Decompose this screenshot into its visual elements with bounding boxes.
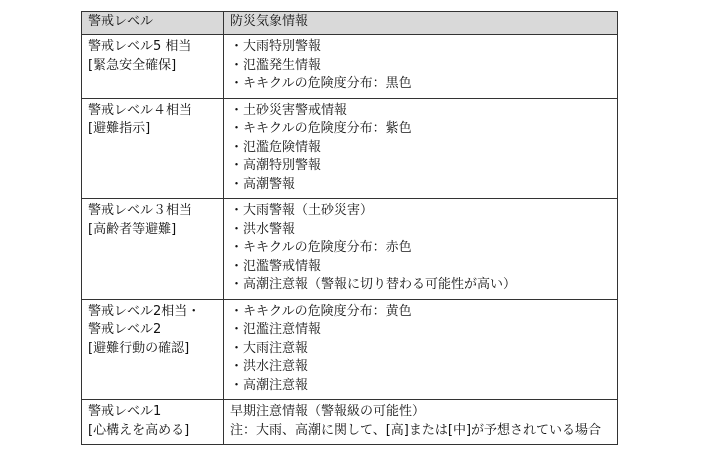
info-item: ・洪水警報 bbox=[230, 221, 296, 237]
info-item: ・大雨注意報 bbox=[230, 340, 309, 356]
info-item: ・大雨警報（土砂災害） bbox=[230, 203, 374, 218]
info-item: ・高潮警報 bbox=[230, 176, 296, 192]
info-note: 注：大雨、高潮に関して、[高]または[中]が予想されている場合 bbox=[230, 422, 602, 438]
level-label: 警戒レベル３相当 bbox=[88, 203, 193, 218]
info-item: ・キキクルの危険度分布：紫色 bbox=[230, 121, 412, 136]
info-item: ・氾濫危険情報 bbox=[230, 139, 322, 155]
info-item: ・洪水注意報 bbox=[230, 359, 309, 374]
level-label: 警戒レベル４相当 bbox=[88, 102, 193, 118]
level-action: [緊急安全確保] bbox=[88, 57, 177, 73]
table-row bbox=[82, 35, 618, 99]
info-item: ・氾濫発生情報 bbox=[230, 57, 322, 73]
info-cell bbox=[224, 400, 618, 445]
info-cell bbox=[224, 98, 618, 199]
info-cell bbox=[224, 299, 618, 400]
level-action: [心構えを高める] bbox=[88, 422, 190, 438]
level-cell bbox=[82, 199, 224, 300]
info-cell bbox=[224, 35, 618, 99]
info-item: ・氾濫注意情報 bbox=[230, 322, 322, 337]
info-item: ・高潮特別警報 bbox=[230, 158, 322, 173]
level-action: [高齢者等避難] bbox=[88, 221, 177, 237]
info-item: ・キキクルの危険度分布：赤色 bbox=[230, 240, 412, 255]
table-row bbox=[82, 98, 618, 199]
info-item: 早期注意情報（警報級の可能性） bbox=[230, 404, 426, 419]
info-item: ・氾濫警戒情報 bbox=[230, 258, 322, 274]
info-item: ・高潮注意報 bbox=[230, 377, 309, 393]
info-cell bbox=[224, 199, 618, 300]
header-weather-info: 防災気象情報 bbox=[224, 12, 618, 35]
level-label: 警戒レベル2 bbox=[88, 322, 162, 337]
warning-level-table bbox=[81, 11, 618, 445]
table-header-row bbox=[82, 12, 618, 35]
level-cell bbox=[82, 35, 224, 99]
level-cell bbox=[82, 98, 224, 199]
level-action: [避難指示] bbox=[88, 121, 151, 136]
info-item: ・大雨特別警報 bbox=[230, 39, 322, 54]
header-level: 警戒レベル bbox=[82, 12, 224, 35]
level-cell bbox=[82, 400, 224, 445]
level-label: 警戒レベル2相当・ bbox=[88, 303, 201, 319]
info-item: ・キキクルの危険度分布：黒色 bbox=[230, 76, 412, 91]
table-row bbox=[82, 299, 618, 400]
table-row bbox=[82, 199, 618, 300]
info-item: ・高潮注意報（警報に切り替わる可能性が高い） bbox=[230, 277, 517, 292]
level-cell bbox=[82, 299, 224, 400]
level-action: [避難行動の確認] bbox=[88, 340, 190, 356]
table-row bbox=[82, 400, 618, 445]
level-label: 警戒レベル1 bbox=[88, 404, 162, 419]
info-item: ・キキクルの危険度分布：黄色 bbox=[230, 303, 412, 319]
info-item: ・土砂災害警戒情報 bbox=[230, 102, 348, 118]
level-label: 警戒レベル5 相当 bbox=[88, 39, 192, 54]
